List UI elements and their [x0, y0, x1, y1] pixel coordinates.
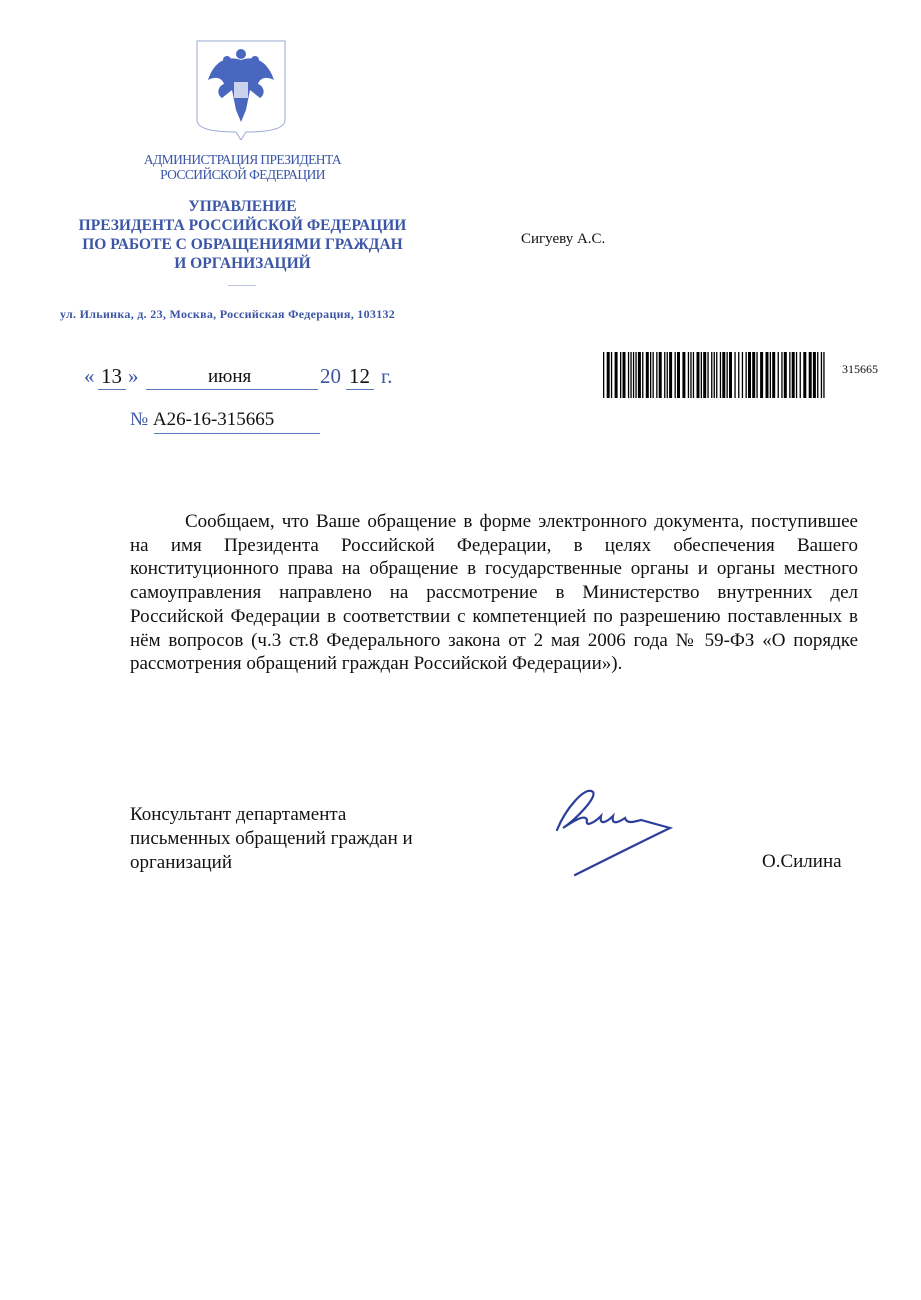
barcode-bar [620, 352, 621, 398]
department-title [60, 197, 425, 273]
department-line: И ОРГАНИЗАЦИЙ [174, 255, 311, 272]
barcode-bar [813, 352, 816, 398]
barcode-bar [742, 352, 743, 398]
barcode-bar [796, 352, 797, 398]
barcode-number: 315665 [842, 362, 878, 376]
body-paragraph: Сообщаем, что Ваше обращение в форме электронного документа, поступившее на имя Президента Российской Федерации, в целях обеспечения Вашего конституционного права на обращение в государственные органы и органы местного самоуправления направлено на рассмотрение в Министерство внутренних дел Российской Федерации в соответствии с компетенцией по разрешению поставленных в нём вопросов (ч.3 ст.8 Федерального закона от 2 мая 2006 года № 59-ФЗ «О порядке рассмотрения обращений граждан Российской Федерации»). [130, 511, 858, 675]
barcode-bar [772, 352, 775, 398]
barcode-bar [792, 352, 795, 398]
barcode-bar [752, 352, 755, 398]
barcode-bar [781, 352, 782, 398]
letterhead-divider [228, 285, 256, 286]
barcode-bar [682, 352, 685, 398]
barcode-bar [720, 352, 721, 398]
barcode-bar [722, 352, 725, 398]
year-underline [346, 389, 374, 390]
barcode-bar [688, 352, 689, 398]
barcode-bar [646, 352, 649, 398]
barcode-bar [803, 352, 806, 398]
signer-name: О.Силина [762, 851, 842, 872]
reference-underline [154, 433, 320, 434]
barcode-bar [789, 352, 790, 398]
barcode-bar [716, 352, 717, 398]
reference-number [130, 409, 274, 431]
date-suffix: г. [381, 364, 393, 388]
barcode-bar [817, 352, 818, 398]
barcode-bar [707, 352, 708, 398]
barcode-bar [669, 352, 672, 398]
barcode-bar [729, 352, 732, 398]
barcode-bar [630, 352, 631, 398]
reference-value: А26-16-315665 [152, 409, 275, 430]
barcode-bar [711, 352, 712, 398]
barcode-bar [703, 352, 706, 398]
barcode-bar [653, 352, 654, 398]
barcode-bar [690, 352, 691, 398]
barcode-bar [760, 352, 763, 398]
handwritten-signature [545, 780, 675, 880]
barcode-bar [727, 352, 728, 398]
barcode-bar [667, 352, 668, 398]
barcode-bar [693, 352, 694, 398]
letterhead-address: ул. Ильинка, д. 23, Москва, Российская Федерация, 103132 [60, 307, 396, 321]
barcode-bar [635, 352, 636, 398]
month-underline [146, 389, 318, 390]
barcode-bar [677, 352, 680, 398]
barcode-bar [664, 352, 665, 398]
barcode-bar [623, 352, 626, 398]
day-underline [98, 389, 126, 390]
barcode-bar [607, 352, 610, 398]
barcode-bar [784, 352, 787, 398]
administration-line: АДМИНИСТРАЦИЯ ПРЕЗИДЕНТА [143, 152, 342, 167]
position-line: организаций [130, 852, 233, 873]
barcode-bar [756, 352, 757, 398]
barcode-bar [800, 352, 801, 398]
department-line: УПРАВЛЕНИЕ [188, 198, 297, 215]
date-close-quote: » [128, 364, 139, 388]
barcode-bar [738, 352, 739, 398]
date-year: 12 [349, 364, 370, 388]
barcode-bar [603, 352, 604, 398]
barcode-bar [778, 352, 779, 398]
signer-position [130, 803, 413, 875]
position-line: письменных обращений граждан и [130, 828, 413, 849]
department-line: ПРЕЗИДЕНТА РОССИЙСКОЙ ФЕДЕРАЦИИ [78, 217, 407, 234]
date-month: июня [208, 366, 252, 387]
barcode-bar [697, 352, 700, 398]
barcode-bar [642, 352, 643, 398]
barcode [603, 352, 827, 398]
coat-of-arms-emblem [196, 40, 286, 140]
barcode-bar [638, 352, 641, 398]
date-century: 20 [320, 364, 341, 388]
barcode-bar [746, 352, 747, 398]
administration-line: РОССИЙСКОЙ ФЕДЕРАЦИИ [160, 167, 325, 182]
barcode-bar [628, 352, 629, 398]
barcode-bar [823, 352, 824, 398]
number-sign: № [130, 409, 149, 430]
letter-body [130, 510, 858, 676]
administration-title [100, 152, 385, 182]
barcode-bar [615, 352, 618, 398]
position-line: Консультант департамента [130, 804, 347, 825]
barcode-bar [770, 352, 771, 398]
barcode-bar [675, 352, 676, 398]
barcode-bar [650, 352, 651, 398]
barcode-bar [766, 352, 769, 398]
barcode-bar [701, 352, 702, 398]
barcode-bar [659, 352, 662, 398]
date-day: 13 [101, 364, 122, 388]
recipient: Сигуеву А.С. [521, 231, 606, 247]
barcode-bar [611, 352, 612, 398]
barcode-bar [748, 352, 751, 398]
barcode-bar [714, 352, 715, 398]
barcode-bar [821, 352, 822, 398]
barcode-bar [809, 352, 812, 398]
barcode-bar [633, 352, 634, 398]
barcode-bar [734, 352, 735, 398]
date-open-quote: « [84, 364, 95, 388]
barcode-bar [656, 352, 657, 398]
department-line: ПО РАБОТЕ С ОБРАЩЕНИЯМИ ГРАЖДАН [82, 236, 403, 253]
